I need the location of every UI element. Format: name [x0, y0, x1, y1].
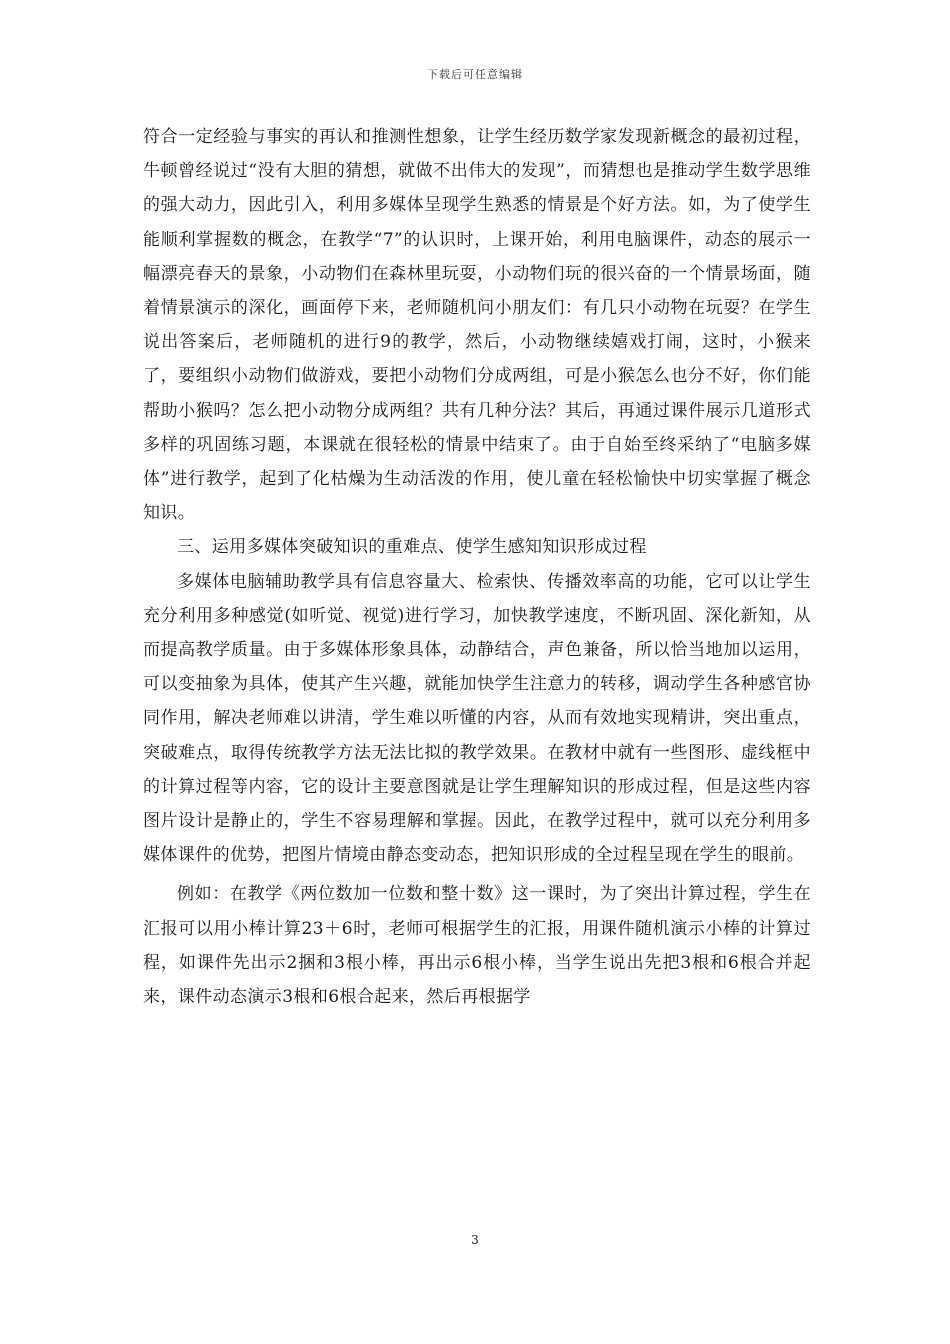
page-number: 3	[471, 1233, 479, 1247]
page-header: 下载后可任意编辑	[427, 68, 523, 81]
document-body	[143, 120, 811, 1014]
paragraph-intro: 符合一定经验与事实的再认和推测性想象，让学生经历数学家发现新概念的最初过程，牛顿曾经说过“没有大胆的猜想，就做不出伟大的发现”，而猜想也是推动学生数学思维的强大动力，因此引入，利用多媒体呈现学生熟悉的情景是个好方法。如，为了使学生能顺利掌握数的概念，在教学“7”的认识时，上课开始，利用电脑课件，动态的展示一幅漂亮春天的景象，小动物们在森林里玩耍，小动物们玩的很兴奋的一个情景场面，随着情景演示的深化，画面停下来，老师随机问小朋友们：有几只小动物在玩耍？在学生说出答案后，老师随机的进行9的教学，然后，小动物继续嬉戏打闹，这时，小猴来了，要组织小动物们做游戏，要把小动物们分成两组，可是小猴怎么也分不好，你们能帮助小猴吗？怎么把小动物分成两组？共有几种分法？其后，再通过课件展示几道形式多样的巩固练习题，本课就在很轻松的情景中结束了。由于自始至终采纳了“电脑多媒体”进行教学，起到了化枯燥为生动活泼的作用，使儿童在轻松愉快中切实掌握了概念知识。	[143, 127, 811, 524]
paragraph-multimedia: 多媒体电脑辅助教学具有信息容量大、检索快、传播效率高的功能，它可以让学生充分利用多种感觉(如听觉、视觉)进行学习，加快教学速度，不断巩固、深化新知，从而提高教学质量。由于多媒体形象具体，动静结合，声色兼备，所以恰当地加以运用，可以变抽象为具体，使其产生兴趣，就能加快学生注意力的转移，调动学生各种感官协同作用，解决老师难以讲清，学生难以听懂的内容，从而有效地实现精讲，突出重点，突破难点，取得传统教学方法无法比拟的教学效果。在教材中就有一些图形、虚线框中的计算过程等内容，它的设计主要意图就是让学生理解知识的形成过程，但是这些内容图片设计是静止的，学生不容易理解和掌握。因此，在教学过程中，就可以充分利用多媒体课件的优势，把图片情境由静态变动态，把知识形成的全过程呈现在学生的眼前。	[143, 571, 811, 866]
paragraph-example: 例如：在教学《两位数加一位数和整十数》这一课时，为了突出计算过程，学生在汇报可以用小棒计算23＋6时，老师可根据学生的汇报，用课件随机演示小棒的计算过程，如课件先出示2捆和3根小棒，再出示6根小棒，当学生说出先把3根和6根合并起来，课件动态演示3根和6根合起来，然后再根据学	[143, 884, 811, 1008]
section-heading-3: 三、运用多媒体突破知识的重难点、使学生感知知识形成过程	[177, 537, 647, 558]
